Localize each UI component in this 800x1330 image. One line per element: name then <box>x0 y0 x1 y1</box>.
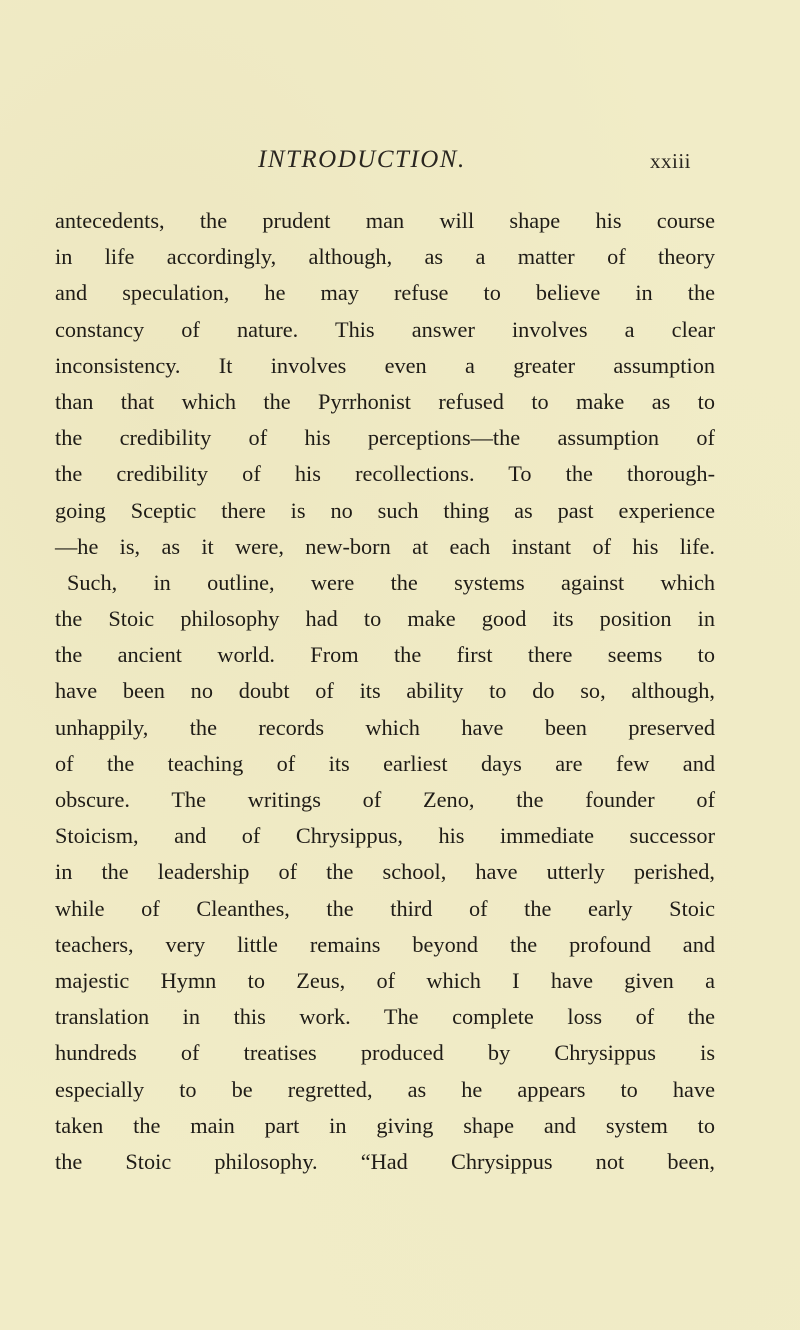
text-line: the credibility of his perceptions—the assumption of <box>55 425 715 451</box>
page-number: xxiii <box>650 149 692 173</box>
text-line: hundreds of treatises produced by Chrysippus is <box>55 1040 715 1066</box>
body-text <box>55 203 715 1180</box>
text-line: Stoicism, and of Chrysippus, his immediate successor <box>55 823 715 849</box>
text-line: going Sceptic there is no such thing as past experience <box>55 497 715 523</box>
text-line: have been no doubt of its ability to do so, although, <box>55 678 715 704</box>
text-line: majestic Hymn to Zeus, of which I have given a <box>55 967 715 993</box>
text-line: teachers, very little remains beyond the profound and <box>55 931 715 957</box>
text-line: of the teaching of its earliest days are few and <box>55 750 715 776</box>
text-line: inconsistency. It involves even a greater assumption <box>55 352 715 378</box>
text-line: taken the main part in giving shape and system to <box>55 1112 715 1138</box>
text-line: the Stoic philosophy. “Had Chrysippus not been, <box>55 1148 715 1174</box>
text-line: in the leadership of the school, have utterly perished, <box>55 859 715 885</box>
text-line: —he is, as it were, new-born at each instant of his life. <box>55 533 715 559</box>
text-line: especially to be regretted, as he appears to have <box>55 1076 715 1102</box>
text-line: the credibility of his recollections. To the thorough- <box>55 461 715 487</box>
text-line: unhappily, the records which have been preserved <box>55 714 715 740</box>
text-line: while of Cleanthes, the third of the early Stoic <box>55 895 715 921</box>
text-line: than that which the Pyrrhonist refused to make as to <box>55 388 715 414</box>
text-line: the ancient world. From the first there seems to <box>55 642 715 668</box>
running-head <box>0 146 800 178</box>
text-line: obscure. The writings of Zeno, the founder of <box>55 787 715 812</box>
text-line: constancy of nature. This answer involves a clear <box>55 316 715 342</box>
paragraph-start-line: Such, in outline, were the systems against which <box>67 569 715 595</box>
text-line: translation in this work. The complete loss of the <box>55 1004 715 1030</box>
running-head-title: INTRODUCTION. <box>258 146 466 173</box>
text-line: in life accordingly, although, as a matter of theory <box>55 244 715 270</box>
text-line: the Stoic philosophy had to make good its position in <box>55 606 715 632</box>
text-line: and speculation, he may refuse to believe in the <box>55 280 715 306</box>
text-line: antecedents, the prudent man will shape his course <box>55 208 715 233</box>
